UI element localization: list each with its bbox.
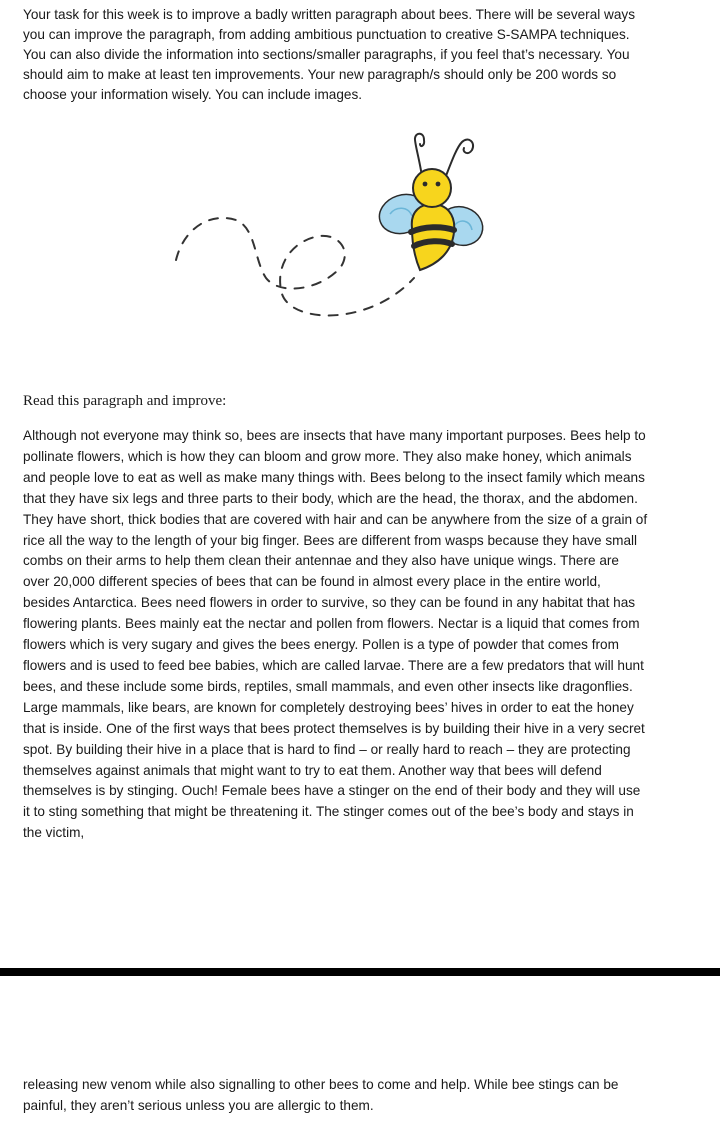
page-break-divider xyxy=(0,968,720,976)
bee-head-icon xyxy=(413,169,451,207)
paragraph-prompt: Read this paragraph and improve: xyxy=(23,393,227,409)
task-instructions: Your task for this week is to improve a badly written paragraph about bees. There will be several ways you can improve the paragraph, from adding ambitious punctuation to creative S-SAMPA techniques. You can also divide the information into sections/smaller paragraphs, if you feel that’s necessary. You should aim to make at least ten improvements. Your new paragraph/s should only be 200 words so choose your information wisely. You can include images. xyxy=(23,7,636,102)
bee-paragraph-continuation: releasing new venom while also signalling to other bees to come and help. While bee stings can be painful, they aren’t serious unless you are allergic to them. xyxy=(23,1077,619,1113)
bee-eye-left-icon xyxy=(423,182,428,187)
bee-eye-right-icon xyxy=(436,182,441,187)
flight-path-line xyxy=(176,218,414,316)
bee-illustration xyxy=(170,128,500,328)
bee-paragraph: Although not everyone may think so, bees are insects that have many important purposes. Bees help to pollinate flowers, which is how they can bloom and grow more. They also make honey, which animals and people love to eat as well as make many things with. Bees belong to the insect family which means that they have six legs and three parts to their body, which are the head, the thorax, and the abdomen. They have short, thick bodies that are covered with hair and can be anywhere from the size of a grain of rice all the way to the length of your big finger. Bees are different from wasps because they have small combs on their arms to help them clean their antennae and they also have unique wings. There are over 20,000 different species of bees that can be found in almost every place in the entire world, besides Antarctica. Bees need flowers in order to survive, so they can be found in any habitat that has flowering plants. Bees mainly eat the nectar and pollen from flowers. Nectar is a liquid that comes from flowers which is very sugary and gives the bees energy. Pollen is a type of powder that comes from flowers and is used to feed bee babies, which are called larvae. There are a few predators that will hunt bees, and these include some birds, reptiles, small mammals, and even other insects like dragonflies. Large mammals, like bears, are known for completely destroying bees’ hives in order to eat the honey that is inside. One of the first ways that bees protect themselves is by building their hive in a very secret spot. By building their hive in a place that is hard to find – or really hard to reach – they are protecting themselves against animals that might want to try to eat them. Another way that bees will defend themselves is by stinging. Ouch! Female bees have a stinger on the end of their body and they will use it to sting something that might be threatening it. The stinger comes out of the bee’s body and stays in the victim, xyxy=(23,428,648,841)
bee-body-icon xyxy=(412,204,454,270)
